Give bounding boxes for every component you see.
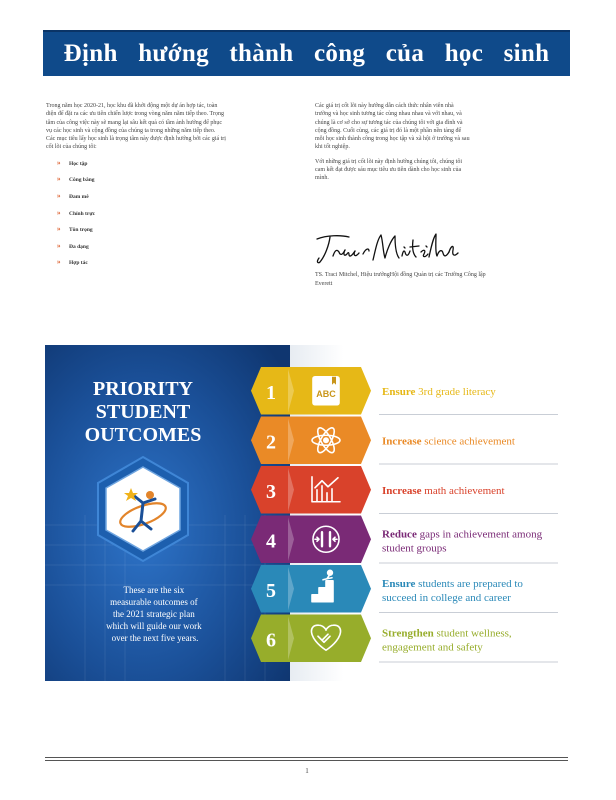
double-chevron-icon: » [57, 225, 61, 234]
outcome-number: 4 [266, 530, 276, 553]
outcome-goal: science achievement [424, 435, 515, 448]
handwritten-signature [315, 230, 460, 268]
description-line: measurable outcomes of [110, 597, 198, 607]
right-column [315, 102, 470, 189]
core-value-item [57, 243, 226, 260]
book-abc-icon [313, 377, 339, 405]
core-value-item [57, 160, 226, 177]
outcome-goal: students are prepared to [418, 577, 523, 590]
core-value-item [57, 226, 226, 243]
description-line: the 2021 strategic plan [113, 609, 195, 619]
description-line: which will guide our work [106, 621, 202, 631]
outcome-number: 6 [266, 629, 276, 652]
core-value-label: Hợp tác [69, 260, 88, 267]
icon-badge-text: ABC [316, 388, 336, 399]
outcome-goal: student wellness, [436, 627, 512, 640]
core-values-list [57, 160, 226, 276]
outcome-goal-continued: succeed in college and career [382, 591, 511, 604]
double-chevron-icon: » [57, 191, 61, 200]
outcome-verb: Ensure [382, 385, 419, 398]
double-chevron-icon: » [57, 208, 61, 217]
outcome-goal-continued: engagement and safety [382, 641, 483, 654]
core-value-label: Công bằng [69, 177, 95, 184]
commitment-paragraph: Với những giá trị cốt lõi này định hướng chúng tôi, chúng tôi cam kết đạt được sáu mục tiêu ưu tiên dành cho học sinh của mình. [315, 158, 462, 182]
page-number: 1 [305, 767, 309, 775]
core-value-label: Học tập [69, 160, 88, 167]
outcome-verb: Ensure [382, 577, 419, 590]
signature-caption: TS. Traci Mitchel, Hiệu trưởngHội đồng Quản trị các Trường Công lập Everett [315, 272, 486, 287]
description-line: over the next five years. [111, 633, 199, 643]
outcome-verb: Increase [382, 435, 425, 448]
core-value-item [57, 176, 226, 193]
title-banner [43, 30, 570, 76]
core-value-item [57, 210, 226, 227]
outcome-verb: Reduce [382, 528, 420, 541]
outcome-verb: Increase [382, 484, 425, 497]
double-chevron-icon: » [57, 175, 61, 184]
outcome-goal: gaps in achievement among [419, 528, 543, 541]
outcome-number: 1 [266, 381, 276, 404]
outcome-goal: 3rd grade literacy [418, 385, 496, 398]
core-value-label: Đa dạng [69, 243, 89, 250]
left-column [46, 102, 226, 276]
core-value-label: Đam mê [69, 193, 89, 200]
outcome-goal-continued: student groups [382, 542, 447, 555]
intro-paragraph: Trong năm học 2020-21, học khu đã khởi động một dự án hợp tác, toàn diện để đặt ra các ưu tiên chiến lược trong vòng năm năm tiếp theo. Trọng tâm của công việc này sẽ mang lại sâu kết quả có tầm ảnh hưởng để phục vụ các học sinh và cộng đồng của chúng ta trong những năm tiếp theo. Các mục tiêu lấy học sinh là trọng tâm này được định hướng bởi các giá trị cốt lõi của chúng tôi: [46, 103, 226, 151]
infographic-title-line3: OUTCOMES [84, 424, 202, 446]
page-title: Định hướng thành công của học sinh [63, 40, 550, 67]
core-value-label: Tôn trọng [69, 227, 93, 234]
outcome-text [382, 386, 496, 398]
outcome-number: 5 [266, 579, 276, 602]
outcome-verb: Strengthen [382, 627, 437, 640]
core-value-label: Chính trực [69, 210, 96, 217]
core-value-item [57, 259, 226, 276]
outcome-goal: math achievement [424, 484, 505, 497]
core-value-item [57, 193, 226, 210]
values-paragraph: Các giá trị cốt lõi này hướng dẫn cách thức nhân viên nhà trường và học sinh tương tác cùng nhau nhau và với nhau, và chúng là cơ sở cho sự tương tác của chúng tôi với gia đình và cộng đồng. Cuối cùng, các giá trị đó là một phần nền tảng để mỗi học sinh thành công trong học tập và xã hội ở trường và sau khi tốt nghiệp. [315, 103, 470, 151]
outcome-number: 2 [266, 431, 276, 454]
footer-rule [45, 760, 568, 761]
double-chevron-icon: » [57, 241, 61, 250]
footer-rule [45, 757, 568, 758]
outcome-text [382, 485, 505, 497]
infographic-title-line2: STUDENT [95, 401, 191, 423]
infographic-title-line1: PRIORITY [92, 378, 194, 400]
outcome-number: 3 [266, 480, 276, 503]
priority-outcomes-infographic [45, 345, 558, 681]
description-line: These are the six [123, 585, 185, 595]
outcome-text [382, 435, 515, 447]
double-chevron-icon: » [57, 258, 61, 267]
double-chevron-icon: » [57, 158, 61, 167]
